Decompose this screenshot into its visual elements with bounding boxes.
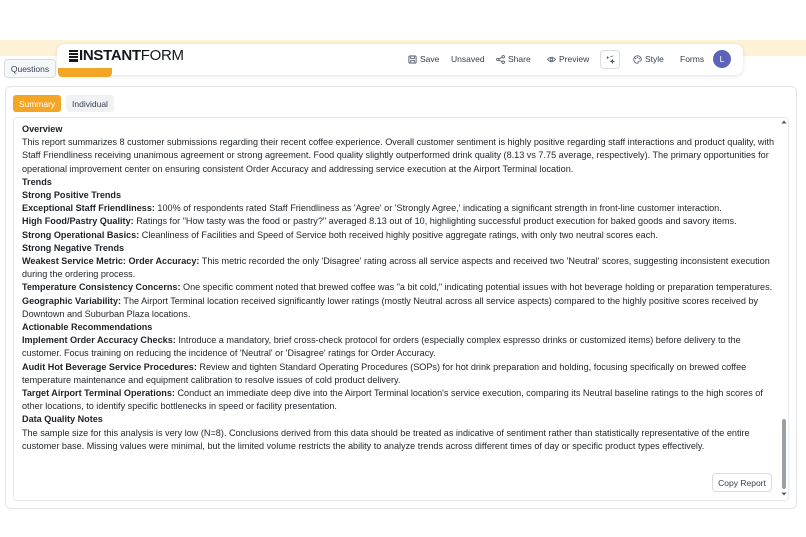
preview-button[interactable]: [547, 54, 589, 64]
strong-negative-heading: Strong Negative Trends: [22, 242, 125, 253]
unsaved-status: [451, 54, 485, 64]
scroll-thumb[interactable]: [782, 419, 786, 489]
report-scrollbar[interactable]: [781, 119, 787, 497]
positive-item-label: High Food/Pastry Quality:: [22, 216, 134, 227]
negative-item-text: One specific comment noted that brewed coffee was "a bit cold," indicating potential issues with hot beverage holding or preparation temperatures.: [180, 282, 773, 293]
positive-item-label: Exceptional Staff Friendliness:: [22, 203, 155, 214]
eye-icon: [547, 55, 556, 64]
action-item-text: Introduce a mandatory, brief cross-check protocol for orders (especially complex espresso drinks or customized items) before delivery to the customer. Focus training on reducing the incidence of 'Neutral' or 'Disagree' ratings for Order Accuracy.: [22, 335, 741, 359]
tab-questions-label: Questions: [10, 63, 50, 74]
save-icon: [408, 55, 417, 64]
individual-toggle[interactable]: [66, 95, 114, 112]
negative-item-label: Geographic Variability:: [22, 295, 122, 306]
forms-button[interactable]: [680, 54, 704, 64]
style-button[interactable]: [633, 54, 664, 64]
palette-icon: [633, 55, 642, 64]
actionable-heading: Actionable Recommendations: [22, 322, 153, 333]
action-item-text: Review and tighten Standard Operating Procedures (SOPs) for hot drink preparation and holding, focusing specifically on brewed coffee temperature maintenance and equipment calibration to resolve issues of cold product delivery.: [22, 361, 747, 385]
action-item-label: Audit Hot Beverage Service Procedures:: [22, 361, 197, 372]
logo-bold-text: INSTANT: [79, 47, 141, 64]
overview-heading: Overview: [22, 124, 63, 134]
overview-text: This report summarizes 8 customer submissions regarding their recent coffee experience. Overall customer sentiment is highly positive regarding staff interactions and product quality, with Staff Friendliness receiving unanimous agreement or strong agreement. Food quality slightly outperformed drink quality (8.13 vs 7.75 average, respectively). The primary opportunities for operational improvement center on ensuring consistent Order Accuracy and addressing service execution at the Airport Terminal location.: [22, 137, 775, 174]
scroll-down-icon[interactable]: [781, 491, 787, 497]
individual-toggle-label: Individual: [72, 98, 108, 109]
share-icon: [496, 55, 505, 64]
positive-item-label: Strong Operational Basics:: [22, 229, 140, 240]
share-label: Share: [508, 54, 531, 64]
strong-positive-heading: Strong Positive Trends: [22, 190, 122, 201]
share-button[interactable]: [496, 54, 531, 64]
negative-item-text: This metric recorded the only 'Disagree' rating across all service aspects and received two 'Neutral' scores, suggesting inconsistent execution during the ordering process.: [22, 256, 770, 280]
action-item-label: Target Airport Terminal Operations:: [22, 388, 175, 399]
action-item-label: Implement Order Accuracy Checks:: [22, 335, 176, 346]
negative-item: [22, 295, 779, 321]
magic-button[interactable]: [600, 50, 620, 69]
avatar[interactable]: [713, 50, 731, 68]
report-content: [22, 123, 779, 453]
logo-mark-icon: [69, 50, 78, 62]
summary-toggle-label: Summary: [18, 98, 56, 109]
save-button[interactable]: [408, 54, 439, 64]
avatar-initial: L: [719, 54, 725, 64]
summary-toggle[interactable]: [13, 95, 61, 112]
trends-heading: Trends: [22, 176, 52, 187]
action-item: [22, 387, 779, 413]
save-label: Save: [420, 54, 440, 64]
forms-label: Forms: [680, 54, 705, 64]
tab-questions[interactable]: [4, 59, 56, 78]
action-item: [22, 361, 779, 387]
positive-item-text: Cleanliness of Facilities and Speed of Service both received highly positive aggregate ratings, with only two neutral scores each.: [139, 229, 658, 240]
copy-report-button[interactable]: [712, 473, 772, 492]
top-toolbar: [57, 44, 743, 75]
negative-item: [22, 281, 779, 294]
negative-item-text: The Airport Terminal location received significantly lower ratings (mostly Neutral across all service aspects) compared to the highly positive scores received by Downtown and Suburban Plaza locations.: [22, 295, 759, 319]
data-quality-text: The sample size for this analysis is very low (N=8). Conclusions derived from this data should be treated as indicative of sentiment rather than statistically representative of the entire customer base. Missing values were minimal, but the limited volume restricts the ability to analyze trends across different times of day or specific product types effectively.: [22, 427, 750, 451]
positive-item-text: Ratings for "How tasty was the food or pastry?" averaged 8.13 out of 10, highlighting successful product execution for baked goods and savory items.: [133, 216, 737, 227]
logo-light-text: FORM: [140, 47, 184, 64]
negative-item-label: Temperature Consistency Concerns:: [22, 282, 181, 293]
negative-item: [22, 255, 779, 281]
action-item: [22, 334, 779, 360]
positive-item: [22, 229, 779, 242]
copy-report-label: Copy Report: [718, 477, 766, 488]
negative-item-label: Weakest Service Metric: Order Accuracy:: [22, 256, 200, 267]
action-item-text: Conduct an immediate deep dive into the Airport Terminal location's service execution, comparing its Neutral baseline ratings to the high scores of other locations, to identify specific bottlenecks in speed or facility presentation.: [22, 388, 763, 412]
style-label: Style: [645, 54, 664, 64]
data-quality-heading: Data Quality Notes: [22, 414, 103, 425]
magic-icon: [605, 54, 616, 65]
positive-item-text: 100% of respondents rated Staff Friendliness as 'Agree' or 'Strongly Agree,' indicating a significant strength in front-line customer interaction.: [154, 203, 722, 214]
logo: [69, 47, 184, 64]
preview-label: Preview: [559, 54, 590, 64]
tab-results-active[interactable]: [58, 68, 112, 77]
positive-item: [22, 215, 779, 228]
unsaved-label: Unsaved: [451, 54, 485, 64]
positive-item: [22, 202, 779, 215]
scroll-up-icon[interactable]: [781, 119, 787, 125]
